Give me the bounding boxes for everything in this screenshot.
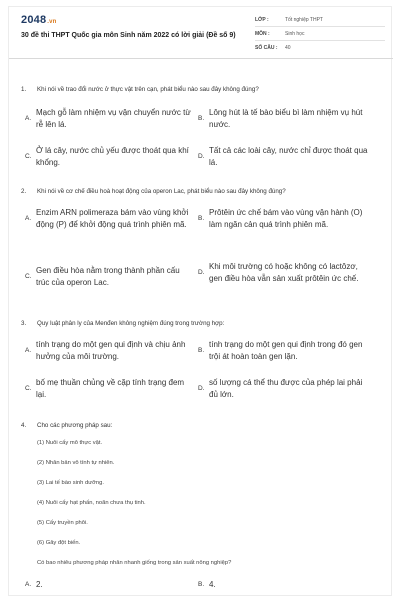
option-text: tính trạng do một gen qui định và chịu ảnh hưởng của môi trường. — [36, 340, 186, 361]
answer-option[interactable] — [25, 107, 195, 130]
answer-option[interactable] — [198, 579, 368, 591]
question-number: 2. — [21, 188, 27, 195]
option-text: Mạch gỗ làm nhiệm vụ vận chuyển nước từ rễ lên lá. — [36, 108, 191, 129]
logo-suffix: .vn — [47, 19, 57, 25]
option-letter: A. — [25, 115, 32, 122]
question-number: 1. — [21, 86, 27, 93]
list-item: (3) Lai tế bào sinh dưỡng. — [37, 480, 104, 486]
answer-option[interactable] — [25, 377, 195, 400]
question-4 — [21, 421, 383, 430]
answer-option[interactable] — [25, 207, 195, 230]
question-stem — [21, 187, 383, 196]
option-text: 2. — [36, 580, 43, 589]
list-item: (1) Nuôi cấy mô thực vật. — [37, 440, 103, 446]
meta-row-subject — [255, 27, 385, 41]
option-letter: D. — [198, 269, 205, 276]
answer-option[interactable] — [25, 265, 195, 288]
option-letter: D. — [198, 385, 205, 392]
option-letter: C. — [25, 273, 32, 280]
option-letter: A. — [25, 347, 32, 354]
question-stem — [21, 85, 383, 94]
question-text: Khi nói về cơ chế điều hoà hoạt động của operon Lac, phát biểu nào sau đây không đúng? — [37, 188, 286, 195]
meta-row-count — [255, 41, 385, 55]
option-text: Khi môi trường có hoặc không có lactôzơ, gen điều hòa vẫn sản xuất prôtêin ức chế. — [209, 262, 359, 283]
answer-option[interactable] — [198, 145, 368, 168]
meta-label: LỚP : — [255, 16, 269, 23]
answer-option[interactable] — [198, 377, 368, 400]
answer-option[interactable] — [198, 207, 368, 230]
question-3 — [21, 319, 383, 328]
option-text: Tất cả các loài cây, nước chỉ được thoát qua lá. — [209, 146, 368, 167]
option-letter: A. — [25, 215, 32, 222]
option-text: số lượng cá thể thu được của phép lai phải đủ lớn. — [209, 378, 363, 399]
option-text: Lông hút là tế bào biểu bì làm nhiệm vụ hút nước. — [209, 108, 363, 129]
list-item: (2) Nhân bản vô tính tự nhiên. — [37, 460, 115, 466]
meta-row-class — [255, 13, 385, 27]
answer-option[interactable] — [198, 339, 368, 362]
answer-option[interactable] — [25, 145, 195, 168]
meta-table — [255, 13, 385, 55]
answer-option[interactable] — [25, 579, 195, 591]
question-number: 3. — [21, 320, 27, 327]
option-letter: B. — [198, 581, 205, 589]
logo-text: 2048 — [21, 14, 47, 26]
question-text: Cho các phương pháp sau: — [37, 422, 113, 429]
option-text: Ở lá cây, nước chủ yếu được thoát qua khí khổng. — [36, 146, 189, 167]
document-header — [9, 7, 393, 59]
meta-value: 40 — [285, 45, 291, 51]
question-1 — [21, 85, 383, 94]
list-item: (4) Nuôi cấy hạt phấn, noãn chưa thụ tinh. — [37, 500, 146, 506]
option-text: 4. — [209, 580, 216, 589]
answer-option[interactable] — [198, 261, 368, 284]
option-text: Prôtêin ức chế bám vào vùng vận hành (O) làm ngăn cản quá trình phiên mã. — [209, 208, 363, 229]
question-prompt: Có bao nhiêu phương pháp nhân nhanh giống trong sản xuất nông nghiệp? — [37, 560, 232, 566]
option-letter: C. — [25, 153, 32, 160]
option-letter: B. — [198, 347, 205, 354]
option-text: tính trạng do một gen qui định trong đó gen trội át hoàn toàn gen lặn. — [209, 340, 363, 361]
option-text: bố mẹ thuần chủng về cặp tính trạng đem lại. — [36, 378, 185, 399]
answer-option[interactable] — [25, 339, 195, 362]
site-logo[interactable] — [21, 14, 57, 26]
option-letter: C. — [25, 385, 32, 392]
question-stem — [21, 319, 383, 328]
document-page — [8, 6, 392, 596]
option-text: Gen điều hòa nằm trong thành phần cấu trúc của operon Lac. — [36, 266, 180, 287]
option-letter: A. — [25, 581, 32, 589]
question-text: Khi nói về trao đổi nước ở thực vật trên cạn, phát biểu nào sau đây không đúng? — [37, 86, 259, 93]
option-text: Enzim ARN polimeraza bám vào vùng khởi động (P) để khởi động quá trình phiên mã. — [36, 208, 189, 229]
document-title: 30 đề thi THPT Quốc gia môn Sinh năm 2022 có lời giải (Đề số 9) — [21, 32, 236, 39]
question-text: Quy luật phân ly của Menđen không nghiệm đúng trong trường hợp: — [37, 320, 225, 327]
option-letter: D. — [198, 153, 205, 160]
meta-value: Tốt nghiệp THPT — [285, 16, 323, 23]
meta-label: SỐ CÂU : — [255, 45, 278, 51]
question-2 — [21, 187, 383, 196]
question-number: 4. — [21, 422, 27, 429]
list-item: (6) Gây đột biến. — [37, 540, 81, 546]
list-item: (5) Cấy truyền phôi. — [37, 520, 88, 526]
option-letter: B. — [198, 215, 205, 222]
option-letter: B. — [198, 115, 205, 122]
meta-label: MÔN : — [255, 30, 270, 37]
answer-option[interactable] — [198, 107, 368, 130]
question-stem — [21, 421, 383, 430]
meta-value: Sinh học — [285, 30, 305, 37]
